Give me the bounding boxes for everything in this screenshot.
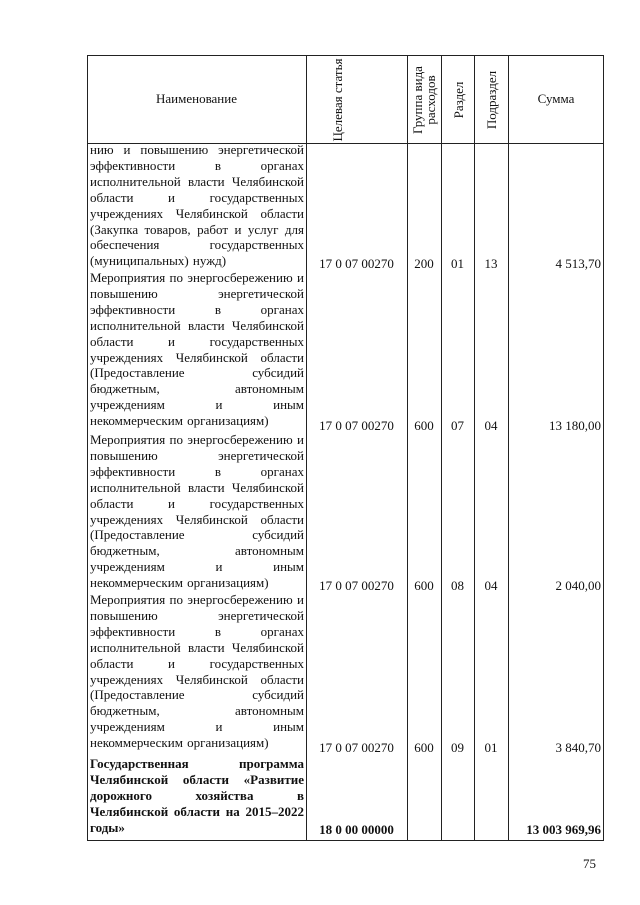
row-code: 17 0 07 00270 xyxy=(319,740,394,755)
row-subsection: 13 xyxy=(484,256,498,271)
page-number: 75 xyxy=(583,856,596,871)
row-amount: 13 180,00 xyxy=(549,418,601,433)
row-group: 600 xyxy=(414,740,434,755)
row-section: 07 xyxy=(451,418,464,433)
row-group: 200 xyxy=(414,256,434,271)
header-name: Наименование xyxy=(156,91,237,106)
program-title: Государственная программа Челябинской области «Развитие дорожного хозяйства в Челябинской области на 2015–2022 годы» xyxy=(90,756,304,835)
column-divider xyxy=(306,55,307,841)
column-divider xyxy=(407,55,408,841)
row-subsection: 04 xyxy=(484,418,498,433)
row-group: 600 xyxy=(414,418,434,433)
header-subsection: Подраздел xyxy=(483,70,499,130)
header-target-article: Целевая статья xyxy=(329,58,345,142)
row-amount: 4 513,70 xyxy=(555,256,601,271)
row-subsection: 01 xyxy=(484,740,498,755)
row-description: Мероприятия по энергосбережению и повышению энергетической эффективности в органах исполнительной власти Челябинской области и государственных учреждениях Челябинской области (Предоставление субсидий бюджетным, автономным учреждениям и иным некоммерческим организациям) xyxy=(90,270,304,429)
row-description: Мероприятия по энергосбережению и повышению энергетической эффективности в органах исполнительной власти Челябинской области и государственных учреждениях Челябинской области (Предоставление субсидий бюджетным, автономным учреждениям и иным некоммерческим организациям) xyxy=(90,592,304,751)
program-code: 18 0 00 00000 xyxy=(319,822,394,837)
column-divider xyxy=(441,55,442,841)
row-section: 09 xyxy=(451,740,464,755)
row-amount: 2 040,00 xyxy=(555,578,601,593)
row-section: 08 xyxy=(451,578,464,593)
row-code: 17 0 07 00270 xyxy=(319,418,394,433)
row-description: нию и повышению энергетической эффективности в органах исполнительной власти Челябинской области и государственных учреждениях Челябинской области (Закупка товаров, работ и услуг для обеспечения государственных (муниципальных) нужд) xyxy=(90,142,304,269)
row-amount: 3 840,70 xyxy=(555,740,601,755)
column-divider xyxy=(474,55,475,841)
row-code: 17 0 07 00270 xyxy=(319,578,394,593)
header-section: Раздел xyxy=(450,81,466,119)
program-amount: 13 003 969,96 xyxy=(526,822,601,837)
row-group: 600 xyxy=(414,578,434,593)
row-section: 01 xyxy=(451,256,464,271)
column-divider xyxy=(508,55,509,841)
row-subsection: 04 xyxy=(484,578,498,593)
header-expense-group: Группа вида расходов xyxy=(410,66,438,134)
row-description: Мероприятия по энергосбережению и повышению энергетической эффективности в органах исполнительной власти Челябинской области и государственных учреждениях Челябинской области (Предоставление субсидий бюджетным, автономным учреждениям и иным некоммерческим организациям) xyxy=(90,432,304,591)
row-code: 17 0 07 00270 xyxy=(319,256,394,271)
header-amount: Сумма xyxy=(537,91,575,106)
